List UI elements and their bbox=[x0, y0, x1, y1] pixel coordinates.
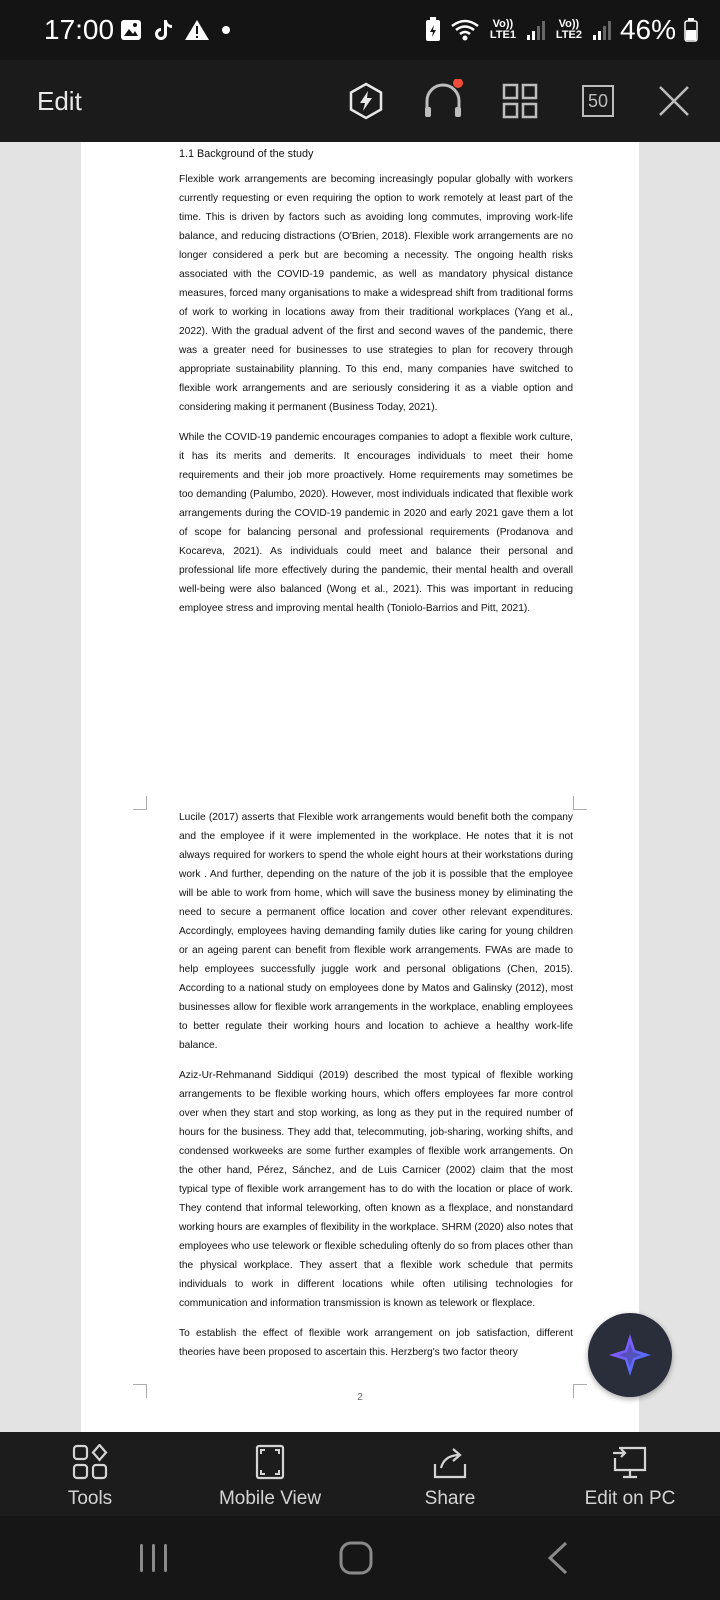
tiktok-icon bbox=[152, 18, 174, 42]
close-icon bbox=[657, 84, 691, 118]
system-nav-bar bbox=[0, 1516, 720, 1600]
edit-on-pc-label: Edit on PC bbox=[584, 1488, 676, 1509]
paragraph: Flexible work arrangements are becoming increasingly popular globally with workers currently requesting or even requiring the option to work remotely at least part of the time. This is driven by factors such as avoiding long commutes, improving work-life balance, and reducing distractions (O'Brien, 2018). Flexible work arrangements are no longer considered a perk but are becoming a necessity. The ongoing health risks associated with the COVID-19 pandemic, as well as mandatory physical distance measures, forced many organisations to make a widespread shift from traditional forms of work to working in locations away from their traditional workplaces (Yang et al., 2022). With the gradual advent of the first and second waves of the pandemic, there was a greater need for businesses to use strategies to plan for recovery through appropriate sustainability planning. To this end, many companies have switched to flexible work arrangements and are seriously considering it as a viable option and considering making it permanent (Business Today, 2021). bbox=[179, 174, 573, 413]
tools-button[interactable] bbox=[0, 1432, 180, 1516]
back-icon bbox=[544, 1540, 572, 1576]
share-button[interactable] bbox=[360, 1432, 540, 1516]
paragraph: To establish the effect of flexible work arrangement on job satisfaction, different theories have been proposed to ascertain this. Herzberg's two factor theory bbox=[179, 1328, 573, 1358]
document-page-2 bbox=[81, 744, 639, 1432]
network-2-label: Vo)) LTE2 bbox=[555, 18, 582, 41]
grid-icon bbox=[502, 83, 538, 119]
page-corner-mark bbox=[573, 796, 587, 810]
battery-saver-icon bbox=[424, 17, 442, 43]
mobile-view-button[interactable] bbox=[180, 1432, 360, 1516]
bottom-action-bar bbox=[0, 1432, 720, 1516]
signal-1-icon bbox=[526, 19, 546, 41]
home-icon bbox=[338, 1540, 374, 1576]
share-icon bbox=[432, 1444, 468, 1480]
network-1-label: Vo)) LTE1 bbox=[489, 18, 516, 41]
close-button[interactable] bbox=[650, 77, 698, 125]
page-1-body bbox=[179, 147, 573, 629]
paragraph: While the COVID-19 pandemic encourages companies to adopt a flexible work culture, it has its merits and demerits. It encourages individuals to meet their home requirements and their job more proactively. Home requirements may sometimes be too demanding (Palumbo, 2020). However, most individuals indicated that flexible work arrangements during the COVID-19 pandemic in 2020 and early 2021 gave them a lot of scope for balancing personal and professional requirements (Prodanova and Kocareva, 2021). As individuals could meet and balance their personal and professional life more effectively during the pandemic, their mental health and overall well-being were also balanced (Wong et al., 2021). This was important in reducing employee stress and improving mental health (Toniolo-Barrios and Pitt, 2021). bbox=[179, 432, 573, 614]
status-time: 17:00 bbox=[44, 14, 115, 45]
paragraph: Lucile (2017) asserts that Flexible work arrangements would benefit both the company and the employee if it were implemented in the workplace. He notes that it is not always required for workers to spend the whole eight hours at their workstations during work . And further, depending on the nature of the job it is possible that the employee will be able to work from home, which will save the business money by eliminating the need to secure a permanent office location and cover other relevant expenditures. Accordingly, employees having demanding family duties like caring for young children or an ageing parent can benefit from flexible work arrangements. FWAs are made to help employees successfully juggle work and personal obligations (Chen, 2015). According to a national study on employees done by Matos and Galinsky (2012), most businesses allow for flexible work arrangements in the workplace, enabling employees to better regulate their working hours and location to achieve a healthy work-life balance. bbox=[179, 812, 573, 1051]
edit-on-pc-button[interactable] bbox=[540, 1432, 720, 1516]
battery-icon bbox=[684, 18, 698, 42]
battery-percent: 46% bbox=[619, 14, 676, 45]
paragraph: Aziz-Ur-Rehmanand Siddiqui (2019) described the most typical of flexible working arrangements to be flexible working hours, which offers employees far more control over when they start and stop working, as long as they put in the required number of hours for the business. They add that, telecommuting, job-sharing, working shifts, and condensed workweeks are some further examples of flexible work arrangements. On the other hand, Pérez, Sánchez, and de Luis Carnicer (2002) claim that the most typical type of flexible work arrangement has to do with the location or place of work. They contend that informal teleworking, often known as a flexplace, and nonstandard working hours are examples of flexibility in the workplace. SHRM (2020) also notes that employees who use telework or flexible scheduling oftenly do so from places other than the physical workplace. They assert that a flexible work schedule that permits individuals to work in different locations while often utilising technologies for communication and information transmission is known as telework or flexplace. bbox=[179, 1070, 573, 1309]
home-button[interactable] bbox=[332, 1538, 380, 1578]
page-number: 2 bbox=[357, 1392, 363, 1403]
wifi-icon bbox=[450, 18, 480, 42]
section-heading: 1.1 Background of the study bbox=[179, 148, 314, 160]
lightning-hexagon-icon bbox=[346, 81, 386, 121]
status-notification-icons bbox=[120, 18, 232, 42]
dot-icon bbox=[220, 24, 232, 36]
recent-apps-icon bbox=[137, 1542, 171, 1574]
back-button[interactable] bbox=[534, 1538, 582, 1578]
signal-2-icon bbox=[592, 19, 612, 41]
edit-button[interactable]: Edit bbox=[37, 86, 82, 116]
document-viewer[interactable] bbox=[0, 142, 720, 1432]
sparkle-icon bbox=[606, 1331, 654, 1379]
warning-icon bbox=[184, 19, 210, 41]
top-toolbar bbox=[0, 60, 720, 142]
ai-assistant-button[interactable] bbox=[588, 1313, 672, 1397]
tools-icon bbox=[72, 1444, 108, 1480]
page-count-button[interactable]: 50 bbox=[582, 85, 614, 117]
page-corner-mark bbox=[133, 796, 147, 810]
listen-button[interactable] bbox=[419, 77, 467, 125]
status-bar bbox=[0, 0, 720, 60]
status-system-icons bbox=[424, 12, 698, 48]
recent-apps-button[interactable] bbox=[130, 1538, 178, 1578]
mobile-view-icon bbox=[255, 1444, 285, 1480]
headphones-icon bbox=[421, 79, 465, 123]
speed-mode-button[interactable] bbox=[342, 77, 390, 125]
page-2-body bbox=[179, 808, 573, 1373]
mobile-view-label: Mobile View bbox=[218, 1488, 322, 1509]
tools-label: Tools bbox=[67, 1488, 113, 1509]
monitor-icon bbox=[611, 1444, 649, 1480]
thumbnails-button[interactable] bbox=[496, 77, 544, 125]
share-label: Share bbox=[424, 1488, 476, 1509]
gallery-icon bbox=[120, 19, 142, 41]
